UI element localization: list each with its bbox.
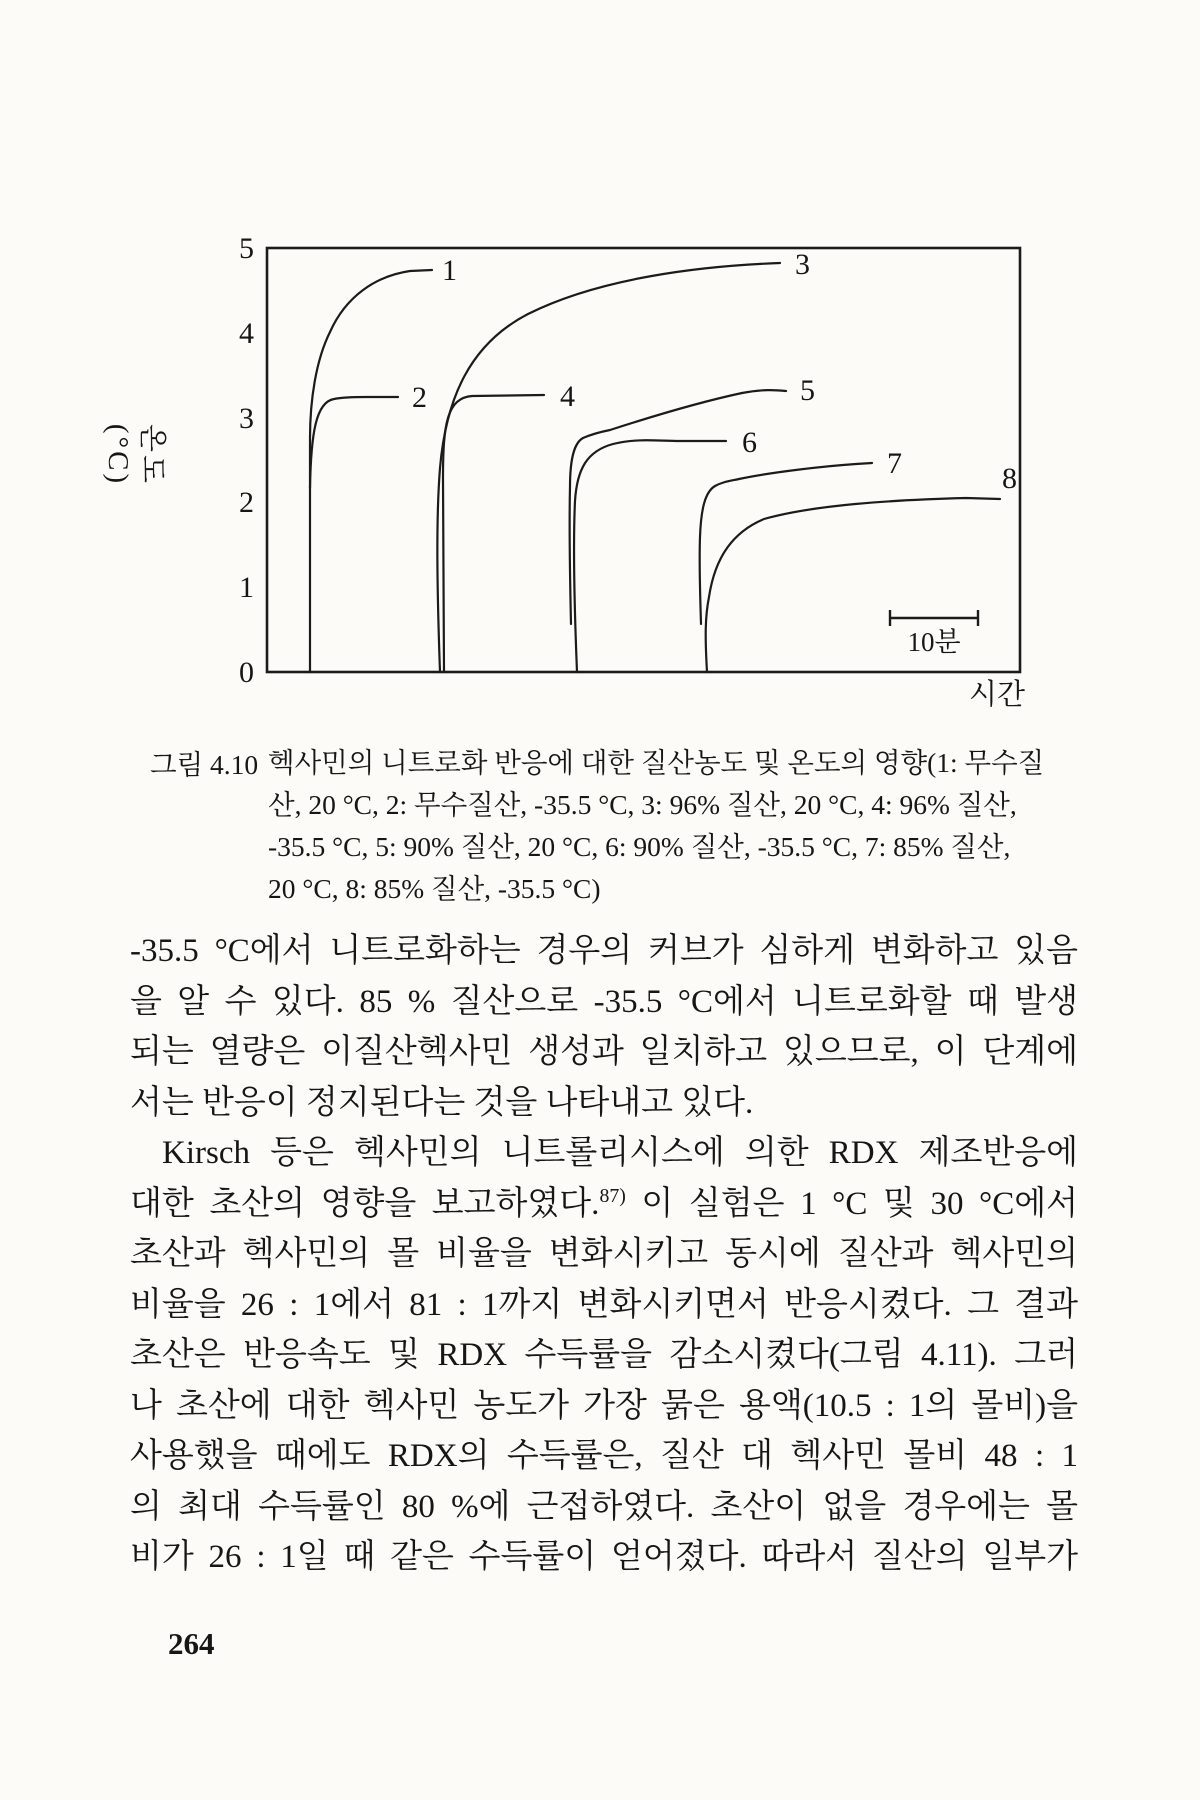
- body-line: 의 최대 수득률인 80 %에 근접하였다. 초산이 없을 경우에는 몰: [130, 1488, 1078, 1525]
- curve-2-label: 2: [412, 381, 427, 414]
- curve-8-label: 8: [1002, 462, 1017, 495]
- curve-4-line: [443, 395, 544, 672]
- curve-7-label: 7: [887, 447, 902, 480]
- body-line: 비가 26 : 1일 때 같은 수득률이 얻어졌다. 따라서 질산의 일부가: [130, 1539, 1078, 1575]
- y-tick-2: 2: [239, 486, 254, 519]
- curve-7-line: [700, 463, 872, 624]
- curve-3-label: 3: [795, 248, 810, 281]
- figure-caption: [150, 742, 1044, 910]
- curve-1-label: 1: [442, 254, 457, 287]
- curve-3-line: [437, 263, 780, 672]
- scale-bar-label: 10분: [907, 627, 961, 657]
- y-tick-0: 0: [239, 656, 254, 689]
- body-line: 나 초산에 대한 헥사민 농도가 가장 묽은 용액(10.5 : 1의 몰비)을: [130, 1387, 1078, 1424]
- caption-line: 헥사민의 니트로화 반응에 대한 질산농도 및 온도의 영향(1: 무수질: [268, 747, 1045, 778]
- curve-1-line: [310, 270, 432, 672]
- body-line-pre: 대한 초산의 영향을 보고하였다.: [130, 1185, 600, 1222]
- caption-line: -35.5 °C, 5: 90% 질산, 20 °C, 6: 90% 질산, -35.5 °C, 7: 85% 질산,: [268, 831, 1011, 862]
- body-line: 사용했을 때에도 RDX의 수득률은, 질산 대 헥사민 몰비 48 : 1: [130, 1438, 1078, 1474]
- x-axis-label: 시간: [968, 679, 1025, 711]
- caption-line: 산, 20 °C, 2: 무수질산, -35.5 °C, 3: 96% 질산, 20 °C, 4: 96% 질산,: [268, 789, 1017, 820]
- body-line: 되는 열량은 이질산헥사민 생성과 일치하고 있으므로, 이 단계에: [130, 1034, 1078, 1070]
- body-line: 초산과 헥사민의 몰 비율을 변화시키고 동시에 질산과 헥사민의: [130, 1236, 1078, 1272]
- y-tick-5: 5: [239, 232, 254, 265]
- caption-line: 20 °C, 8: 85% 질산, -35.5 °C): [268, 873, 601, 904]
- body-line: -35.5 °C에서 니트로화하는 경우의 커브가 심하게 변화하고 있음: [130, 933, 1078, 969]
- page-number: 264: [168, 1626, 215, 1661]
- curve-2-line: [310, 397, 398, 488]
- y-tick-3: 3: [239, 402, 254, 435]
- curve-5-label: 5: [800, 374, 815, 407]
- body-line-post: 이 실험은 1 °C 및 30 °C에서: [625, 1185, 1078, 1222]
- scale-bar: [890, 610, 978, 626]
- figure-chart: [180, 230, 1080, 720]
- figure-svg: [180, 230, 1080, 720]
- y-axis-label: 온도(°C): [102, 423, 168, 487]
- body-line: 을 알 수 있다. 85 % 질산으로 -35.5 °C에서 니트로화할 때 발생: [130, 983, 1078, 1020]
- body-line-with-footnote: [130, 1179, 1078, 1230]
- curve-4-label: 4: [560, 380, 575, 413]
- curve-6-label: 6: [742, 426, 757, 459]
- body-line: Kirsch 등은 헥사민의 니트롤리시스에 의한 RDX 제조반응에: [162, 1135, 1078, 1171]
- body-line: 초산은 반응속도 및 RDX 수득률을 감소시켰다(그림 4.11). 그러: [130, 1337, 1078, 1373]
- body-line: 비율을 26 : 1에서 81 : 1까지 변화시키면서 반응시켰다. 그 결과: [130, 1286, 1078, 1323]
- body-line: 서는 반응이 정지된다는 것을 나타내고 있다.: [130, 1084, 754, 1121]
- caption-figure-number: 그림 4.10: [150, 749, 259, 780]
- body-text: [130, 926, 1078, 1583]
- footnote-ref: 87): [599, 1184, 626, 1207]
- y-tick-1: 1: [239, 571, 254, 604]
- curve-6-line: [574, 440, 726, 672]
- y-tick-4: 4: [239, 317, 254, 350]
- plot-border: [267, 248, 1020, 672]
- caption-text: [268, 742, 1044, 910]
